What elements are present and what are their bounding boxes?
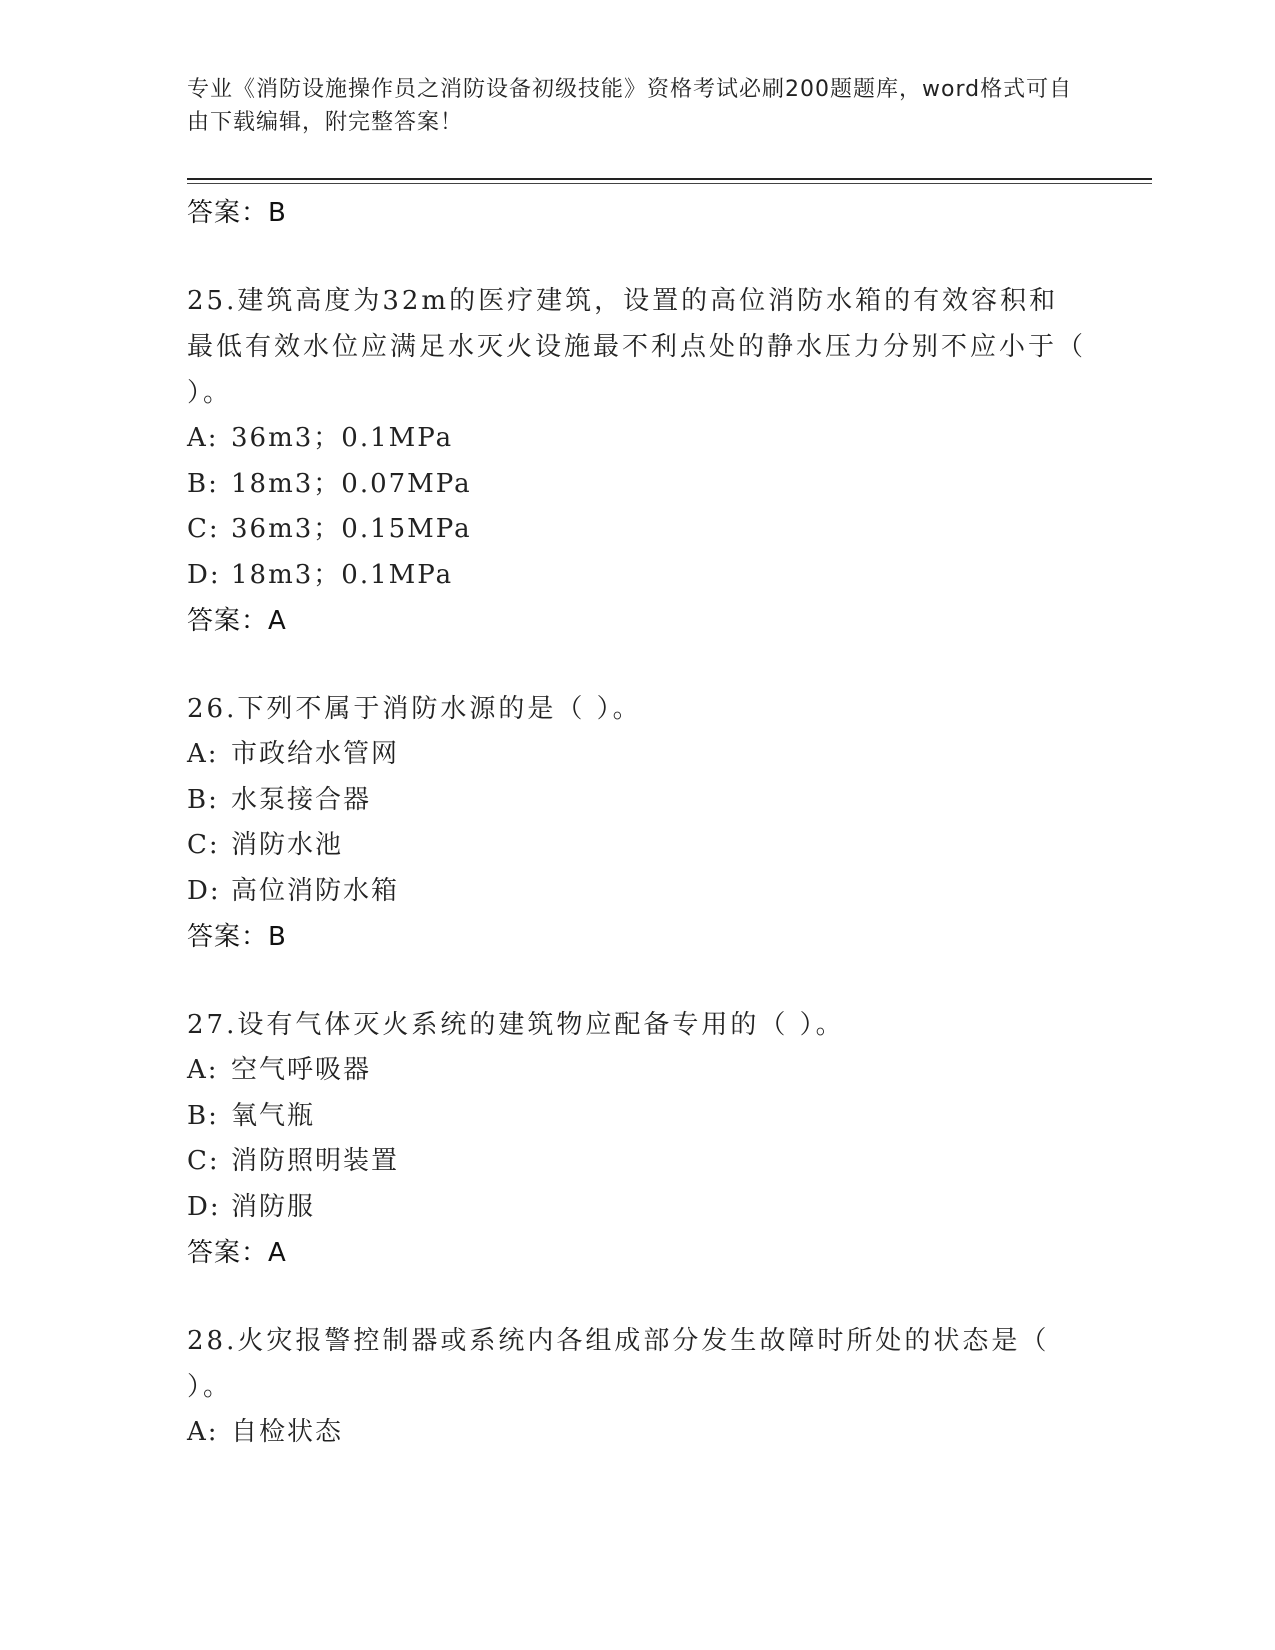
option-letter: C: xyxy=(187,830,220,860)
option-d xyxy=(187,553,1087,599)
answer-label: 答案： xyxy=(187,606,269,636)
answer-label: 答案： xyxy=(187,198,269,228)
option-letter: C: xyxy=(187,1146,220,1176)
option-letter: D: xyxy=(187,875,221,906)
page-header: 专业《消防设施操作员之消防设备初级技能》资格考试必刷200题题库，word格式可自由下载编辑，附完整答案！ xyxy=(187,77,1073,135)
option-text: 氧气瓶 xyxy=(231,1100,316,1131)
option-b xyxy=(187,462,1087,508)
question-25 xyxy=(187,278,1087,644)
option-letter: D: xyxy=(187,1191,221,1222)
answer-label: 答案： xyxy=(187,922,269,952)
option-a xyxy=(187,732,1087,778)
option-d xyxy=(187,1185,1087,1231)
option-letter: A: xyxy=(187,1055,219,1085)
option-a xyxy=(187,416,1087,462)
question-stem: 27.设有气体灭火系统的建筑物应配备专用的（ ）。 xyxy=(187,1010,845,1040)
option-c xyxy=(187,823,1087,869)
option-letter: A: xyxy=(187,1417,219,1447)
option-letter: B: xyxy=(187,468,219,499)
option-text: 36m3；0.15MPa xyxy=(231,514,472,544)
option-text: 消防服 xyxy=(231,1191,316,1222)
option-letter: D: xyxy=(187,559,221,590)
answer-label: 答案： xyxy=(187,1238,269,1268)
answer-line xyxy=(187,1230,1087,1276)
question-list xyxy=(187,190,1087,1456)
option-a xyxy=(187,1048,1087,1094)
question-stem: 28.火灾报警控制器或系统内各组成部分发生故障时所处的状态是（ ）。 xyxy=(187,1326,1050,1402)
question-stem: 25.建筑高度为32m的医疗建筑，设置的高位消防水箱的有效容积和最低有效水位应满足水灭火设施最不利点处的静水压力分别不应小于（ ）。 xyxy=(187,286,1087,408)
option-b xyxy=(187,1094,1087,1140)
option-text: 18m3；0.1MPa xyxy=(231,559,454,590)
option-text: 空气呼吸器 xyxy=(231,1055,372,1085)
option-text: 水泵接合器 xyxy=(231,784,372,815)
option-text: 18m3；0.07MPa xyxy=(231,468,472,499)
header-divider-thin xyxy=(187,183,1152,184)
option-d xyxy=(187,869,1087,915)
option-letter: C: xyxy=(187,514,220,544)
answer-value: A xyxy=(268,606,287,636)
answer-line xyxy=(187,914,1087,960)
option-b xyxy=(187,778,1087,824)
option-text: 自检状态 xyxy=(231,1417,344,1447)
question-28 xyxy=(187,1318,1087,1456)
previous-answer xyxy=(187,190,1087,236)
option-text: 36m3；0.1MPa xyxy=(231,423,454,453)
answer-value: A xyxy=(268,1238,287,1268)
answer-value: B xyxy=(268,922,287,952)
option-letter: A: xyxy=(187,739,219,769)
question-stem: 26.下列不属于消防水源的是（ ）。 xyxy=(187,694,642,724)
option-a xyxy=(187,1410,1087,1456)
answer-line xyxy=(187,598,1087,644)
option-text: 消防水池 xyxy=(231,830,344,860)
option-c xyxy=(187,1139,1087,1185)
option-letter: B: xyxy=(187,1100,219,1131)
option-c xyxy=(187,507,1087,553)
option-letter: B: xyxy=(187,784,219,815)
question-26 xyxy=(187,686,1087,960)
answer-value: B xyxy=(268,198,287,228)
option-text: 市政给水管网 xyxy=(231,739,400,769)
question-27 xyxy=(187,1002,1087,1276)
option-text: 消防照明装置 xyxy=(231,1146,400,1176)
option-letter: A: xyxy=(187,423,219,453)
header-divider xyxy=(187,178,1152,180)
option-text: 高位消防水箱 xyxy=(231,875,400,906)
